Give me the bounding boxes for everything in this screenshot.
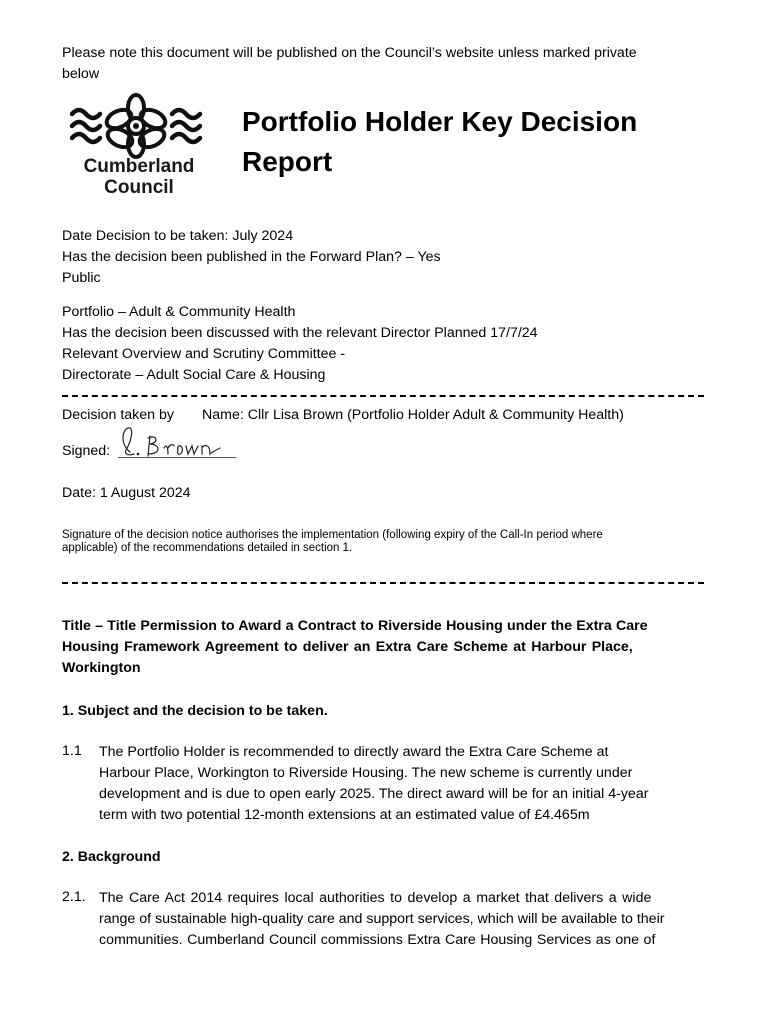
paragraph-1-1-number: 1.1 <box>62 743 82 759</box>
handwritten-signature <box>118 424 236 460</box>
decision-taken-by-name: Name: Cllr Lisa Brown (Portfolio Holder Adult & Community Health) <box>202 407 624 423</box>
signature-note-line1: Signature of the decision notice authorises the implementation (following expiry of the Call-In period where <box>62 529 603 541</box>
paragraph-2-1-line2: range of sustainable high-quality care and support services, which will be available to their <box>99 911 665 927</box>
decision-title-line2: Housing Framework Agreement to deliver an Extra Care Scheme at Harbour Place, <box>62 639 633 655</box>
paragraph-1-1-line4: term with two potential 12-month extensions at an estimated value of £4.465m <box>99 807 590 823</box>
cumberland-council-logo <box>64 92 214 202</box>
paragraph-1-1-line3: development and is due to open early 2025. The direct award will be for an initial 4-year <box>99 786 649 802</box>
scrutiny-committee: Relevant Overview and Scrutiny Committee - <box>62 346 346 362</box>
paragraph-1-1-line2: Harbour Place, Workington to Riverside Housing. The new scheme is currently under <box>99 765 633 781</box>
logo-text-line1: Cumberland <box>83 156 195 177</box>
signature-line <box>118 457 236 458</box>
publication-notice-line2: below <box>62 66 100 82</box>
public-status: Public <box>62 270 101 286</box>
divider-dashes <box>62 582 704 584</box>
decision-title-line3: Workington <box>62 660 141 676</box>
date-decision: Date Decision to be taken: July 2024 <box>62 228 294 244</box>
report-title-line2: Report <box>242 146 333 177</box>
paragraph-1-1-line1: The Portfolio Holder is recommended to directly award the Extra Care Scheme at <box>99 744 609 760</box>
daffodil-waves-icon <box>64 92 214 162</box>
paragraph-2-1-line3: communities. Cumberland Council commissions Extra Care Housing Services as one of <box>99 932 656 948</box>
directorate: Directorate – Adult Social Care & Housing <box>62 367 326 383</box>
report-title-line1: Portfolio Holder Key Decision <box>242 106 638 137</box>
section-1-heading: 1. Subject and the decision to be taken. <box>62 703 328 719</box>
signature-note-line2: applicable) of the recommendations detailed in section 1. <box>62 542 353 554</box>
paragraph-2-1-line1: The Care Act 2014 requires local authorities to develop a market that delivers a wide <box>99 890 652 906</box>
decision-date: Date: 1 August 2024 <box>62 485 191 501</box>
portfolio: Portfolio – Adult & Community Health <box>62 304 296 320</box>
section-2-heading: 2. Background <box>62 849 161 865</box>
forward-plan: Has the decision been published in the Forward Plan? – Yes <box>62 249 441 265</box>
decision-title-line1: Title – Title Permission to Award a Contract to Riverside Housing under the Extra Care <box>62 618 648 634</box>
logo-text-line2: Council <box>104 177 174 198</box>
decision-taken-by-label: Decision taken by <box>62 407 174 423</box>
signed-label: Signed: <box>62 443 111 459</box>
divider-dashes <box>62 395 704 397</box>
director-discussion: Has the decision been discussed with the relevant Director Planned 17/7/24 <box>62 325 538 341</box>
paragraph-2-1-number: 2.1. <box>62 889 86 905</box>
publication-notice-line1: Please note this document will be published on the Council’s website unless marked private <box>62 45 637 61</box>
